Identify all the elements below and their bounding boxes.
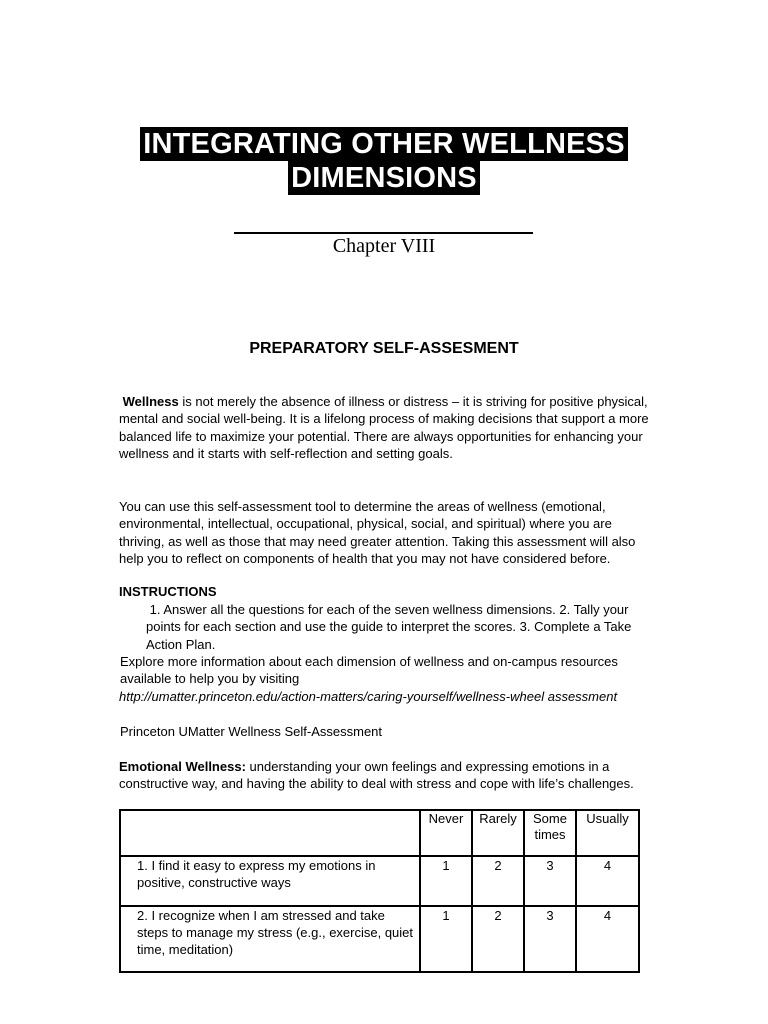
intro-bold-term: Wellness: [122, 394, 179, 409]
assessment-paragraph: You can use this self-assessment tool to determine the areas of wellness (emotional, environmental, intellectual, occupational, physical, social, and spiritual) where you are thriving, as well as those that may need greater attention. Taking this assessment will also help you to reflect on components of health that you may not have considered before.: [119, 499, 636, 566]
intro-paragraph: [119, 393, 649, 462]
instructions-body: 1. Answer all the questions for each of the seven wellness dimensions. 2. Tally your points for each section and use the guide to interpret the scores. 3. Complete a Take Action Plan.: [146, 602, 632, 652]
title-divider: [234, 232, 533, 234]
title-line-1: INTEGRATING OTHER WELLNESS: [140, 127, 628, 161]
header-never: Never: [420, 810, 472, 856]
emotional-wellness-table: [119, 809, 640, 973]
score-usually: 4: [576, 856, 639, 906]
score-usually: 4: [576, 906, 639, 972]
explore-text: Explore more information about each dimension of wellness and on-campus resources available to help you by visiting: [120, 654, 618, 687]
title-line-2: DIMENSIONS: [288, 161, 480, 195]
table-row: [120, 856, 639, 906]
score-never: 1: [420, 906, 472, 972]
header-usually: Usually: [576, 810, 639, 856]
score-rarely: 2: [472, 856, 524, 906]
header-rarely: Rarely: [472, 810, 524, 856]
emotional-wellness-definition: [119, 758, 649, 793]
question-cell: 1. I find it easy to express my emotions in positive, constructive ways: [120, 856, 420, 906]
score-rarely: 2: [472, 906, 524, 972]
score-some-times: 3: [524, 856, 576, 906]
source-credit: Princeton UMatter Wellness Self-Assessment: [120, 724, 383, 739]
resource-url: http://umatter.princeton.edu/action-matters/caring-yourself/wellness-wheel assessment: [119, 689, 618, 704]
chapter-title: [0, 127, 768, 195]
header-some-times: Some times: [524, 810, 576, 856]
chapter-number: Chapter VIII: [332, 235, 436, 257]
intro-text: is not merely the absence of illness or distress – it is striving for positive physical, mental and social well-being. It is a lifelong process of making decisions that support a more balanced life to maximize your potential. There are always opportunities for enhancing your wellness and it starts with self-reflection and setting goals.: [119, 394, 649, 461]
table-header-row: [120, 810, 639, 856]
question-cell: 2. I recognize when I am stressed and take steps to manage my stress (e.g., exercise, quiet time, meditation): [120, 906, 420, 972]
header-question: [120, 810, 420, 856]
emotional-wellness-text: understanding your own feelings and expressing emotions in a constructive way, and having the ability to deal with stress and cope with life’s challenges.: [119, 759, 634, 792]
instructions-text: [146, 601, 636, 653]
emotional-wellness-term: Emotional Wellness:: [119, 759, 246, 774]
table-row: [120, 906, 639, 972]
section-heading: PREPARATORY SELF-ASSESMENT: [249, 340, 519, 357]
instructions-heading: INSTRUCTIONS: [119, 584, 217, 599]
score-never: 1: [420, 856, 472, 906]
score-some-times: 3: [524, 906, 576, 972]
